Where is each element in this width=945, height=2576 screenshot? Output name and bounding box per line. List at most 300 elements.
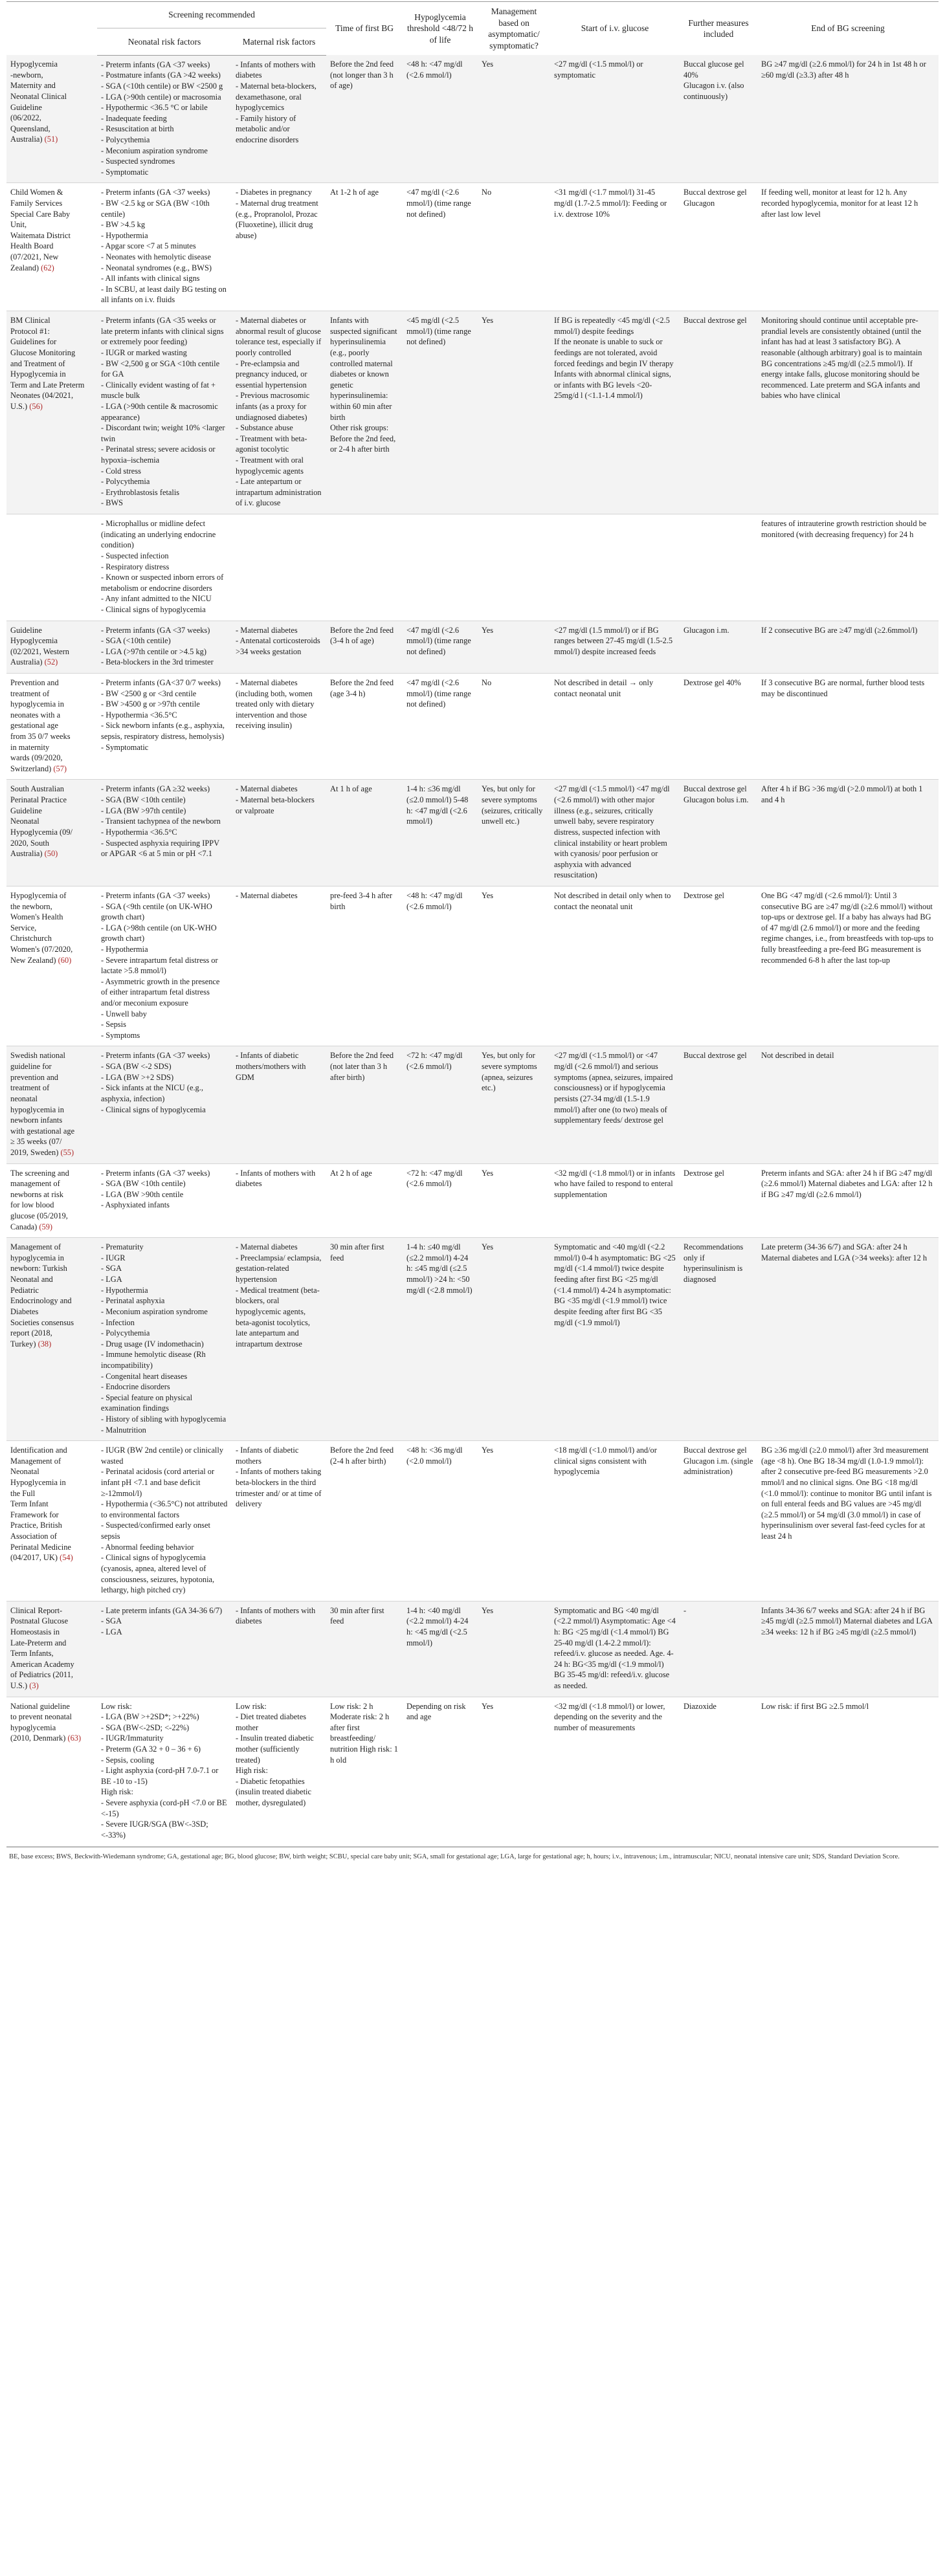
cell-line: - All infants with clinical signs xyxy=(101,274,200,283)
cell-neonatal xyxy=(97,1163,232,1238)
cell-line: - Severe asphyxia (cord-pH <7.0 or BE <-15) xyxy=(101,1798,227,1818)
cell-line: Hypoglycemia of xyxy=(10,890,67,900)
table-row xyxy=(6,673,939,779)
cell-line: - LGA (BW >90th centile xyxy=(101,1189,184,1199)
guideline-name-part: New Zealand) xyxy=(10,955,58,965)
cell-line: Low risk: 2 h Moderate risk: 2 h after first breastfeeding/ nutrition High risk: 1 h old xyxy=(330,1701,398,1765)
cell-line: 1-4 h: ≤36 mg/dl (≤2.0 mmol/l) 5-48 h: <47 mg/dl (<2.6 mmol/l) xyxy=(406,784,469,826)
cell-threshold xyxy=(403,1601,478,1697)
cell-guideline xyxy=(6,1046,97,1163)
cell-line: - BWS xyxy=(101,498,124,508)
cell-line: Other risk groups: Before the 2nd feed, or 2-4 h after birth xyxy=(330,423,396,454)
cell-line: - Late antepartum or intrapartum administration of i.v. glucose xyxy=(236,477,322,508)
cell-line: <48 h: <47 mg/dl (<2.6 mmol/l) xyxy=(406,60,463,80)
reference-link[interactable]: (50) xyxy=(44,849,58,859)
cell-line: - Hypothermia (<36.5°C) not attributed to environmental factors xyxy=(101,1499,228,1519)
cell-line: Endocrinology and xyxy=(10,1296,72,1306)
reference-link[interactable]: (62) xyxy=(41,263,54,272)
cell-line: - Symptomatic xyxy=(101,167,149,177)
cell-line: Yes xyxy=(482,1242,494,1252)
guideline-name-part: Australia) xyxy=(10,135,45,144)
cell-line: the Full xyxy=(10,1488,36,1498)
cell-line: Glucagon i.m. xyxy=(684,625,729,635)
cell-line: - Pre-eclampsia and pregnancy induced, or essential hypertension xyxy=(236,358,307,390)
cell-further xyxy=(680,1697,757,1846)
cell-line: Yes xyxy=(482,1605,494,1615)
cell-line: <31 mg/dl (<1.7 mmol/l) 31-45 mg/dl (1.7-2.5 mmol/l): Feeding or i.v. dextrose 10% xyxy=(554,188,667,219)
cell-line: - Hypothermia xyxy=(101,945,148,954)
cell-line: Yes xyxy=(482,1168,494,1178)
header-further-measures: Further measures included xyxy=(680,2,757,56)
reference-link[interactable]: (54) xyxy=(60,1553,73,1563)
cell-time xyxy=(326,1441,403,1602)
cell-time xyxy=(326,1046,403,1163)
cell-line: Hypoglycemia in xyxy=(10,369,66,379)
cell-line: - IUGR xyxy=(101,1253,126,1262)
cell-line: Hypoglycemia xyxy=(10,636,58,646)
cell-line: - BW >4500 g or >97th centile xyxy=(101,699,200,709)
cell-iv xyxy=(550,1163,680,1238)
cell-line: - Resuscitation at birth xyxy=(101,124,174,134)
cell-line: hypoglycemia in xyxy=(10,699,64,709)
header-neonatal: Neonatal risk factors xyxy=(97,28,232,55)
cell-line: - Preterm infants (GA <37 weeks) xyxy=(101,625,210,635)
cell-line: Not described in detail only when to contact the neonatal unit xyxy=(554,890,671,911)
cell-line: Framework for xyxy=(10,1510,59,1519)
cell-line: - IUGR/Immaturity xyxy=(101,1734,164,1743)
cell-line xyxy=(10,1222,93,1233)
cell-line: Neonatal Clinical xyxy=(10,92,67,102)
cell-line: Symptomatic and <40 mg/dl (<2.2 mmol/l) 0-4 h asymptomatic: BG <25 mg/dl (<1.4 mmol/l) twice despite feeding after first BG <25 mg/dl (<1.4 mmol/l) 4-24 h asymptomatic: BG <35 mg/dl (<1.9 mmol/l) twice despite feeding after first BG <35 mg/dl (<1.9 mmol/l) xyxy=(554,1242,676,1327)
cell-iv xyxy=(550,183,680,311)
cell-line: Glucagon i.m. (single administration) xyxy=(684,1456,753,1477)
cell-threshold xyxy=(403,514,478,621)
cell-threshold xyxy=(403,780,478,886)
table-row xyxy=(6,1601,939,1697)
cell-line: - Inadequate feeding xyxy=(101,113,167,123)
cell-iv xyxy=(550,514,680,621)
cell-line: - Congenital heart diseases xyxy=(101,1371,188,1381)
reference-link[interactable]: (55) xyxy=(60,1147,74,1157)
cell-line: - Malnutrition xyxy=(101,1425,146,1435)
cell-line: - SGA xyxy=(101,1616,122,1626)
cell-line: National guideline xyxy=(10,1701,70,1711)
cell-further xyxy=(680,311,757,514)
reference-link[interactable]: (63) xyxy=(67,1734,82,1743)
cell-line: - Sepsis xyxy=(101,1020,126,1029)
table-row xyxy=(6,514,939,621)
cell-line xyxy=(10,1339,93,1350)
cell-line: - LGA (BW >+2SD*; >+22%) xyxy=(101,1712,199,1722)
cell-line: Identification and xyxy=(10,1446,67,1455)
cell-line: in maternity xyxy=(10,742,50,752)
cell-line: Not described in detail xyxy=(761,1051,834,1061)
cell-line: Dextrose gel 40% xyxy=(684,677,741,687)
cell-further xyxy=(680,1238,757,1441)
cell-line: hypoglycemia in xyxy=(10,1253,64,1262)
cell-line: (07/2021, New xyxy=(10,252,59,262)
cell-line: - Neonatal syndromes (e.g., BWS) xyxy=(101,263,212,272)
cell-line: BM Clinical xyxy=(10,316,50,325)
cell-maternal xyxy=(232,1046,326,1163)
cell-line: - SGA (BW <10th centile) xyxy=(101,795,186,805)
cell-time xyxy=(326,514,403,621)
cell-line: - Infants of diabetic mothers xyxy=(236,1446,299,1466)
cell-line: - LGA (>90th centile & macrosomic appearance) xyxy=(101,401,218,422)
cell-line: - Clinical signs of hypoglycemia xyxy=(101,604,206,614)
cell-neonatal xyxy=(97,1441,232,1602)
cell-line: - Cold stress xyxy=(101,466,141,476)
cell-management xyxy=(478,1441,550,1602)
cell-neonatal xyxy=(97,183,232,311)
cell-line: the newborn, xyxy=(10,901,52,911)
table-row xyxy=(6,55,939,183)
cell-line: Low risk: if first BG ≥2.5 mmol/l xyxy=(761,1701,869,1711)
cell-line: - Insulin treated diabetic mother (sufficiently treated) xyxy=(236,1734,314,1765)
cell-time xyxy=(326,1697,403,1846)
cell-neonatal xyxy=(97,886,232,1046)
cell-line: - Abnormal feeding behavior xyxy=(101,1542,194,1552)
cell-line: - Prematurity xyxy=(101,1242,144,1252)
cell-line: - Hypothermia <36.5°C xyxy=(101,710,177,720)
cell-line: If the neonate is unable to suck or feedings are not tolerated, avoid forced feedings and begin IV therapy xyxy=(554,337,674,368)
cell-line: Dextrose gel xyxy=(684,1168,724,1178)
cell-line xyxy=(10,1147,93,1158)
cell-iv xyxy=(550,1601,680,1697)
cell-line: Perinatal Medicine xyxy=(10,1542,71,1552)
cell-threshold xyxy=(403,1163,478,1238)
cell-line: Unit, xyxy=(10,220,27,230)
cell-iv xyxy=(550,1238,680,1441)
cell-management xyxy=(478,55,550,183)
cell-line: - Neonates with hemolytic disease xyxy=(101,252,211,262)
cell-line xyxy=(10,848,93,859)
cell-line: Neonates (04/2021, xyxy=(10,391,74,401)
cell-line: Before the 2nd feed (age 3-4 h) xyxy=(330,677,394,698)
cell-line: Yes xyxy=(482,1446,494,1455)
guideline-name-part: U.S.) xyxy=(10,1681,30,1690)
header-guideline xyxy=(6,2,97,56)
cell-maternal xyxy=(232,621,326,673)
cell-line: Association of xyxy=(10,1532,57,1541)
cell-line: - Diabetes in pregnancy xyxy=(236,188,313,197)
cell-iv xyxy=(550,1697,680,1846)
cell-line: 1-4 h: <40 mg/dl (<2.2 mmol/l) 4-24 h: <45 mg/dl (<2.5 mmol/l) xyxy=(406,1605,469,1647)
cell-line: from 35 0/7 weeks xyxy=(10,732,71,742)
cell-line: - Unwell baby xyxy=(101,1009,147,1018)
cell-line: Glucose Monitoring xyxy=(10,347,76,357)
cell-line: - Erythroblastosis fetalis xyxy=(101,487,180,497)
cell-line: Yes, but only for severe symptoms (seizures, critically unwell etc.) xyxy=(482,784,543,826)
table-row xyxy=(6,1163,939,1238)
cell-further xyxy=(680,673,757,779)
cell-line: Guideline xyxy=(10,102,42,112)
header-threshold: Hypoglycemia threshold <48/72 h of life xyxy=(403,2,478,56)
cell-end xyxy=(757,673,939,779)
cell-line: If BG is repeatedly <45 mg/dl (<2.5 mmol/l) despite feedings xyxy=(554,316,670,336)
cell-maternal xyxy=(232,311,326,514)
cell-line: No xyxy=(482,188,492,197)
cell-iv xyxy=(550,1441,680,1602)
cell-line: - Maternal beta-blockers or valproate xyxy=(236,795,315,815)
table-row xyxy=(6,621,939,673)
cell-line: features of intrauterine growth restriction should be monitored (with decreasing frequency) for 24 h xyxy=(761,519,927,539)
cell-line: Buccal glucose gel 40% xyxy=(684,60,744,80)
cell-guideline xyxy=(6,1238,97,1441)
cell-line: If 3 consecutive BG are normal, further blood tests may be discontinued xyxy=(761,677,925,698)
cell-line: - Infants of mothers taking beta-blockers in the third trimester and/ or at time of delivery xyxy=(236,1467,322,1509)
cell-line: - Medical treatment (beta-blockers, oral hypoglycemic agents, beta-agonist tocolytics, late antepartum and intrapartum dextrose xyxy=(236,1285,320,1349)
cell-line: - Polycythemia xyxy=(101,1328,150,1338)
cell-line: pre-feed 3-4 h after birth xyxy=(330,890,392,911)
cell-line: treatment of xyxy=(10,688,50,698)
cell-line: - Hypothermia xyxy=(101,230,148,240)
cell-guideline xyxy=(6,183,97,311)
reference-link[interactable]: (60) xyxy=(58,955,72,965)
cell-guideline xyxy=(6,1163,97,1238)
cell-time xyxy=(326,1238,403,1441)
cell-time xyxy=(326,780,403,886)
cell-management xyxy=(478,886,550,1046)
cell-end xyxy=(757,621,939,673)
cell-line: Practice, British xyxy=(10,1521,62,1530)
cell-line: <27 mg/dl (<1.5 mmol/l) or symptomatic xyxy=(554,60,643,80)
cell-line: 1-4 h: ≤40 mg/dl (≤2.2 mmol/l) 4-24 h: ≤45 mg/dl (≤2.5 mmol/l) >24 h: <50 mg/dl (<2.8 mmol/l) xyxy=(406,1242,472,1295)
cell-guideline xyxy=(6,673,97,779)
cell-line: - LGA (>98th centile (on UK-WHO growth chart) xyxy=(101,923,217,943)
cell-line: - Perinatal acidosis (cord arterial or infant pH <7.1 and base deficit ≥-12mmol/l) xyxy=(101,1467,215,1498)
cell-line: Monitoring should continue until acceptable pre-prandial levels are consistently obtained (until the infant has had at least 3 satisfactory BG). A reasonable (although arbitrary) goal is to maintain BG concentrations ≥45 mg/dl (≥2.5 mmol/l). If energy intake falls, glucose monitoring should be recommenced. Late preterm and SGA infants and babies who have clinical xyxy=(761,316,922,401)
cell-line: Yes xyxy=(482,625,494,635)
cell-line: Prevention and xyxy=(10,677,59,687)
cell-line: - Preterm infants (GA ≥32 weeks) xyxy=(101,784,210,794)
cell-line: - BW >4.5 kg xyxy=(101,220,146,230)
cell-line: - Infants of diabetic mothers/mothers with GDM xyxy=(236,1051,306,1082)
cell-threshold xyxy=(403,621,478,673)
cell-line: - Preeclampsia/ eclampsia, gestation-related hypertension xyxy=(236,1253,322,1284)
cell-line: - Endocrine disorders xyxy=(101,1382,170,1392)
cell-guideline xyxy=(6,311,97,514)
cell-line: - Preterm infants (GA <37 weeks) xyxy=(101,1051,210,1061)
cell-line: - SGA (<10th centile) xyxy=(101,636,171,646)
cell-line: - LGA xyxy=(101,1627,122,1636)
table-row xyxy=(6,1046,939,1163)
cell-threshold xyxy=(403,55,478,183)
cell-line: - Preterm infants (GA <35 weeks or late preterm infants with clinical signs or extremely poor feeding) xyxy=(101,316,224,347)
cell-line: - Diet treated diabetes mother xyxy=(236,1712,307,1732)
cell-end xyxy=(757,183,939,311)
cell-guideline xyxy=(6,1697,97,1846)
cell-line: - Infants of mothers with diabetes xyxy=(236,1605,316,1626)
cell-line: Depending on risk and age xyxy=(406,1701,466,1722)
cell-line: - In SCBU, at least daily BG testing on all infants on i.v. fluids xyxy=(101,284,227,305)
cell-line: newborn infants xyxy=(10,1116,63,1125)
reference-link[interactable]: (38) xyxy=(38,1339,52,1349)
cell-line: Christchurch xyxy=(10,934,52,943)
cell-threshold xyxy=(403,311,478,514)
cell-line: - Hypothermic <36.5 °C or labile xyxy=(101,103,208,113)
cell-iv xyxy=(550,673,680,779)
cell-line: <45 mg/dl (<2.5 mmol/l) (time range not defined) xyxy=(406,316,471,347)
cell-line: ≥ 35 weeks (07/ xyxy=(10,1137,62,1147)
cell-line: - Light asphyxia (cord-pH 7.0-7.1 or BE -10 to -15) xyxy=(101,1766,219,1786)
cell-line: Term Infant xyxy=(10,1499,49,1509)
cell-line: - Late preterm infants (GA 34-36 6/7) xyxy=(101,1605,223,1615)
cell-line: - IUGR (BW 2nd centile) or clinically wasted xyxy=(101,1446,224,1466)
cell-neonatal xyxy=(97,514,232,621)
cell-line: - Treatment with oral hypoglycemic agents xyxy=(236,456,304,476)
cell-time xyxy=(326,183,403,311)
cell-line: <72 h: <47 mg/dl (<2.6 mmol/l) xyxy=(406,1168,463,1189)
cell-line: - Maternal diabetes or abnormal result of glucose tolerance test, especially if poorly controlled xyxy=(236,316,322,357)
cell-line: <47 mg/dl (<2.6 mmol/l) (time range not defined) xyxy=(406,677,471,709)
cell-management xyxy=(478,1163,550,1238)
reference-link[interactable]: (51) xyxy=(44,135,58,144)
cell-management xyxy=(478,1697,550,1846)
cell-end xyxy=(757,1601,939,1697)
cell-line: Symptomatic and BG <40 mg/dl (<2.2 mmol/l) Asymptomatic: Age <4 h: BG <25 mg/dl (<1.4 mmol/l) BG 25-40 mg/dl (1.4-2.2 mmol/l): refeed/i.v. glucose as needed. Age. 4-24 h: BG<35 mg/dl (<1.9 mmol/l) BG 35-45 mg/dl: refeed/i.v. glucose as needed. xyxy=(554,1605,676,1690)
cell-line xyxy=(10,657,93,668)
cell-line: - Suspected/confirmed early onset sepsis xyxy=(101,1521,210,1541)
cell-line xyxy=(10,401,93,412)
cell-line: newborn: Turkish xyxy=(10,1264,67,1273)
cell-line: After 4 h if BG >36 mg/dl (>2.0 mmol/l) at both 1 and 4 h xyxy=(761,784,923,805)
cell-neonatal xyxy=(97,311,232,514)
cell-line: for low blood xyxy=(10,1200,54,1210)
cell-line: Pediatric xyxy=(10,1285,39,1295)
cell-line: Queensland, xyxy=(10,124,50,133)
cell-line xyxy=(10,1680,93,1691)
table-row xyxy=(6,1238,939,1441)
cell-management xyxy=(478,183,550,311)
cell-line: Infants with suspected significant hyperinsulinemia (e.g., poorly controlled maternal diabetes or known genetic hyperinsulinemia: within 60 min after birth xyxy=(330,316,397,422)
reference-link[interactable]: (52) xyxy=(44,657,58,667)
cell-line: gestational age xyxy=(10,721,58,731)
cell-maternal xyxy=(232,55,326,183)
cell-line: Glucagon i.v. (also continuously) xyxy=(684,81,744,102)
cell-line: - Severe IUGR/SGA (BW<-3SD; <-33%) xyxy=(101,1820,208,1840)
cell-line: - Preterm infants (GA <37 weeks) xyxy=(101,1168,210,1178)
cell-line: management of xyxy=(10,1179,60,1189)
cell-line: - Perinatal asphyxia xyxy=(101,1296,165,1306)
cell-line: neonates with a xyxy=(10,710,61,720)
cell-line: - BW <2500 g or <3rd centile xyxy=(101,688,197,698)
cell-time xyxy=(326,1601,403,1697)
reference-link[interactable]: (3) xyxy=(29,1681,39,1690)
cell-management xyxy=(478,311,550,514)
table-row xyxy=(6,1441,939,1602)
cell-line: - Clinical signs of hypoglycemia (cyanosis, apnea, altered level of consciousness, seizures, hypotonia, lethargy, high pitched cry) xyxy=(101,1553,215,1595)
cell-line: - Symptoms xyxy=(101,1030,140,1040)
cell-line: guideline for xyxy=(10,1062,52,1072)
cell-line: <18 mg/dl (<1.0 mmol/l) and/or clinical signs consistent with hypoglycemia xyxy=(554,1446,657,1477)
cell-line: - BW <2,500 g or SGA <10th centile for GA xyxy=(101,358,220,379)
cell-line: Postnatal Glucose xyxy=(10,1616,69,1626)
cell-line: - Special feature on physical examination findings xyxy=(101,1393,193,1413)
cell-line: Yes xyxy=(482,60,494,69)
guideline-name-part: 2019, Sweden) xyxy=(10,1147,61,1157)
cell-line: 2020, South xyxy=(10,838,49,848)
cell-line: Hypoglycemia (09/ xyxy=(10,827,73,837)
cell-line xyxy=(10,263,93,274)
cell-guideline xyxy=(6,1601,97,1697)
cell-line: - Infants of mothers with diabetes xyxy=(236,1168,316,1189)
cell-neonatal xyxy=(97,1238,232,1441)
cell-line: - SGA (<10th centile) or BW <2500 g xyxy=(101,81,223,91)
cell-line: Infants 34-36 6/7 weeks and SGA: after 24 h if BG ≥45 mg/dl (≥2.5 mmol/l) Maternal diabetes and LGA ≥34 weeks: 12 h if BG ≥45 mg/dl (≥2.5 mmol/l) xyxy=(761,1605,933,1636)
cell-line: - Perinatal stress; severe acidosis or hypoxia–ischemia xyxy=(101,445,216,465)
cell-line: Management of xyxy=(10,1456,61,1466)
reference-link[interactable]: (59) xyxy=(39,1222,53,1231)
cell-line: Glucagon xyxy=(684,199,715,208)
cell-line xyxy=(10,764,93,775)
cell-line: BG ≥36 mg/dl (≥2.0 mmol/l) after 3rd measurement (age <8 h). One BG 18-34 mg/dl (1.0-1.9 mmol/l): after 2 consecutive pre-feed BG measurements >2.0 mmol/l and no clinical signs. One BG <18 mg/dl (<1.0 mmol/l): continue to monitor BG until infant is on full enteral feeds and BG values are >45 mg/dl (≥2.5 mmol/l) or 54 mg/dl (3.0 mmol/l) in case of hyperinsulinism over several fast-feed cycles for at least 24 h xyxy=(761,1446,932,1541)
cell-management xyxy=(478,514,550,621)
cell-line: Management of xyxy=(10,1242,61,1252)
cell-line: - LGA (BW >97th centile) xyxy=(101,806,186,815)
cell-line: If feeding well, monitor at least for 12 h. Any recorded hypoglycemia, monitor for at least 12 h after last low level xyxy=(761,188,918,219)
cell-line: Not described in detail → only contact neonatal unit xyxy=(554,677,654,698)
cell-line: Preterm infants and SGA: after 24 h if BG ≥47 mg/dl (≥2.6 mmol/l) Maternal diabetes and LGA: after 12 h if BG ≥47 mg/dl (≥2.6 mmol/l) xyxy=(761,1168,933,1199)
cell-maternal xyxy=(232,886,326,1046)
cell-line: - Clinically evident wasting of fat + muscle bulk xyxy=(101,380,216,401)
cell-line: - Sick infants at the NICU (e.g., asphyxia, infection) xyxy=(101,1083,203,1103)
cell-line: (06/2022, xyxy=(10,113,41,123)
cell-line: - LGA (>97th centile or >4.5 kg) xyxy=(101,646,206,656)
cell-line xyxy=(10,955,93,966)
cell-line: Societies consensus xyxy=(10,1317,74,1327)
guideline-name-part: (2010, Denmark) xyxy=(10,1734,68,1743)
cell-line: Diabetes xyxy=(10,1306,39,1316)
cell-line: Before the 2nd feed (not later than 3 h after birth) xyxy=(330,1051,394,1082)
table-row xyxy=(6,886,939,1046)
cell-line: prevention and xyxy=(10,1072,58,1082)
cell-maternal xyxy=(232,514,326,621)
cell-management xyxy=(478,673,550,779)
cell-neonatal xyxy=(97,1046,232,1163)
cell-line: - Symptomatic xyxy=(101,742,149,752)
cell-line: - Maternal diabetes (including both, women treated only with dietary intervention and those receiving insulin) xyxy=(236,677,315,731)
cell-line: American Academy xyxy=(10,1659,74,1669)
cell-maternal xyxy=(232,780,326,886)
cell-line: - Suspected asphyxia requiring IPPV or APGAR <6 at 5 min or pH <7.1 xyxy=(101,838,219,859)
cell-end xyxy=(757,1441,939,1602)
cell-line: Before the 2nd feed (2-4 h after birth) xyxy=(330,1446,394,1466)
reference-link[interactable]: (56) xyxy=(29,401,43,411)
cell-further xyxy=(680,514,757,621)
cell-line: Protocol #1: xyxy=(10,326,50,336)
cell-line: treatment of xyxy=(10,1083,50,1093)
cell-neonatal xyxy=(97,621,232,673)
cell-end xyxy=(757,780,939,886)
cell-line: No xyxy=(482,677,492,687)
cell-further xyxy=(680,1163,757,1238)
cell-line: <48 h: <47 mg/dl (<2.6 mmol/l) xyxy=(406,890,463,911)
cell-end xyxy=(757,311,939,514)
header-management: Management based on asymptomatic/ symptomatic? xyxy=(478,2,550,56)
cell-line: - BW <2.5 kg or SGA (BW <10th centile) xyxy=(101,199,210,219)
cell-end xyxy=(757,55,939,183)
reference-link[interactable]: (57) xyxy=(53,764,67,773)
cell-line: - Preterm infants (GA <37 weeks) xyxy=(101,60,210,69)
cell-line: hypoglycemia xyxy=(10,1723,56,1732)
cell-line: wards (09/2020, xyxy=(10,753,63,763)
cell-line: report (2018, xyxy=(10,1328,52,1338)
cell-line: One BG <47 mg/dl (<2.6 mmol/l): Until 3 consecutive BG are ≥47 mg/dl (≥2.6 mmol/l) without top-ups or dextrose gel. If a baby has always had BG of 47 mg/dl (2.6 mmol/l) or more and the feeding regime changes, i.e., from breastfeeds with top-ups to fully breastfeeding a pre-feed BG measurement is recommended 6-8 h after the last top-up xyxy=(761,890,933,965)
cell-neonatal xyxy=(97,780,232,886)
cell-line: - Meconium aspiration syndrome xyxy=(101,146,208,155)
cell-line: Perinatal Practice xyxy=(10,795,67,805)
